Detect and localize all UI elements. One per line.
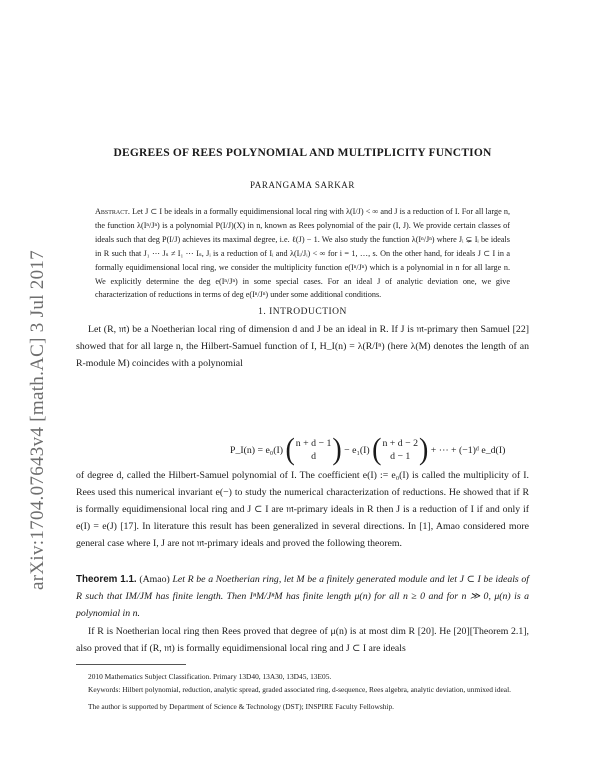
author-name: PARANGAMA SARKAR (249, 180, 356, 190)
footnote-divider (76, 664, 186, 665)
binom2-top: n + d − 2 (382, 438, 418, 449)
formula-tail: + ⋯ + (−1)ᵈ e_d(I) (430, 444, 506, 456)
formula-middle: − e₁(I) (344, 444, 370, 456)
footnote-msc: 2010 Mathematics Subject Classification. Primary 13D40, 13A30, 13D45, 13E05. (88, 672, 332, 681)
paper-title: DEGREES OF REES POLYNOMIAL AND MULTIPLICITY FUNCTION (113, 147, 492, 159)
theorem-statement: Let R be a Noetherian ring, let M be a finitely generated module and let J ⊂ I be ideals of R such that IM/JM has finite length. Then IⁿM/JⁿM has finite length μ(n) for all n ≥ 0 and for n ≫ 0, μ(n) is a polynomial in n. (76, 574, 530, 619)
formula-lhs: P_I(n) = e₀(I) (230, 444, 284, 456)
footnotes (76, 670, 529, 713)
binom1-top: n + d − 1 (295, 438, 332, 449)
binom2-bottom: d − 1 (390, 451, 411, 462)
footnote-keywords: Keywords: Hilbert polynomial, reduction, analytic spread, graded associated ring, d-sequence, Rees algebra, analytic deviation, unmixed ideal. (88, 685, 511, 694)
arxiv-identifier-stamp: arXiv:1704.07643v4 [math.AC] 3 Jul 2017 (27, 250, 48, 590)
abstract (95, 205, 510, 302)
binomial-coefficient-2: ( n + d − 2 d − 1 ) (372, 432, 429, 467)
binom1-bottom: d (311, 451, 317, 462)
footnote-funding: The author is supported by Department of Science & Technology (DST); INSPIRE Faculty Fellowship. (88, 702, 395, 711)
theorem-1-1 (76, 572, 529, 623)
abstract-label: Abstract. (95, 207, 130, 216)
section-heading: 1. INTRODUCTION (258, 307, 347, 317)
body-paragraph: of degree d, called the Hilbert-Samuel polynomial of I. The coefficient e(I) := e₀(I) is called the multiplicity of I. Rees used this numerical invariant e(−) to study the numerical characterization of reductions. He showed that if R is formally equidimensional local ring and J ⊂ I are 𝔪-primary ideals in R then J is a reduction of I if and only if e(I) = e(J) [17]. In literature this result has been generalized in several directions. In [1], Amao considered more general case where I, J are not 𝔪-primary ideals and proved the following theorem. (76, 470, 529, 549)
abstract-text: Let J ⊂ I be ideals in a formally equidimensional local ring with λ(I/J) < ∞ and J is a reduction of I. For all large n, the function λ(Iⁿ/Jⁿ) is a polynomial P(I/J)(X) in n, known as Rees polynomial of the pair (I, J). We provide certain classes of ideals such that deg P(I/J) achieves its maximal degree, i.e. ℓ(J) − 1. We also study the function λ(Iⁿ/Jⁿ) where Jᵢ ⊊ Iᵢ be ideals in R such that J₁ ⋯ Jₛ ≠ I₁ ⋯ Iₛ, Jᵢ is a reduction of Iᵢ and λ(Iᵢ/Jᵢ) < ∞ for i = 1, …, s. On the other hand, for ideals J ⊂ I in a formally equidimensional local ring, we consider the multiplicity function e(Iⁿ/Jⁿ) which is a polynomial in n for all large n. We explicitly determine the deg e(Iⁿ/Jⁿ) in some special cases. For an ideal J of analytic deviation one, we give characterization of reductions in terms of deg e(Iⁿ/Jⁿ) under some additional conditions. (95, 207, 510, 300)
intro-paragraph: Let (R, 𝔪) be a Noetherian local ring of dimension d and J be an ideal in R. If J is 𝔪-primary then Samuel [22] showed that for all large n, the Hilbert-Samuel function of I, H_I(n) = λ(R/Iⁿ) (here λ(M) denotes the length of an R-module M) coincides with a polynomial (76, 324, 529, 369)
binomial-coefficient-1: ( n + d − 1 d ) (285, 432, 342, 467)
theorem-attribution: (Amao) (139, 574, 170, 585)
theorem-label: Theorem 1.1. (76, 574, 137, 585)
body-paragraph: If R is Noetherian local ring then Rees proved that degree of μ(n) is at most dim R [20]. He [20][Theorem 2.1], also proved that if (R, 𝔪) is formally equidimensional local ring and J ⊂ I are ideals (76, 626, 529, 654)
